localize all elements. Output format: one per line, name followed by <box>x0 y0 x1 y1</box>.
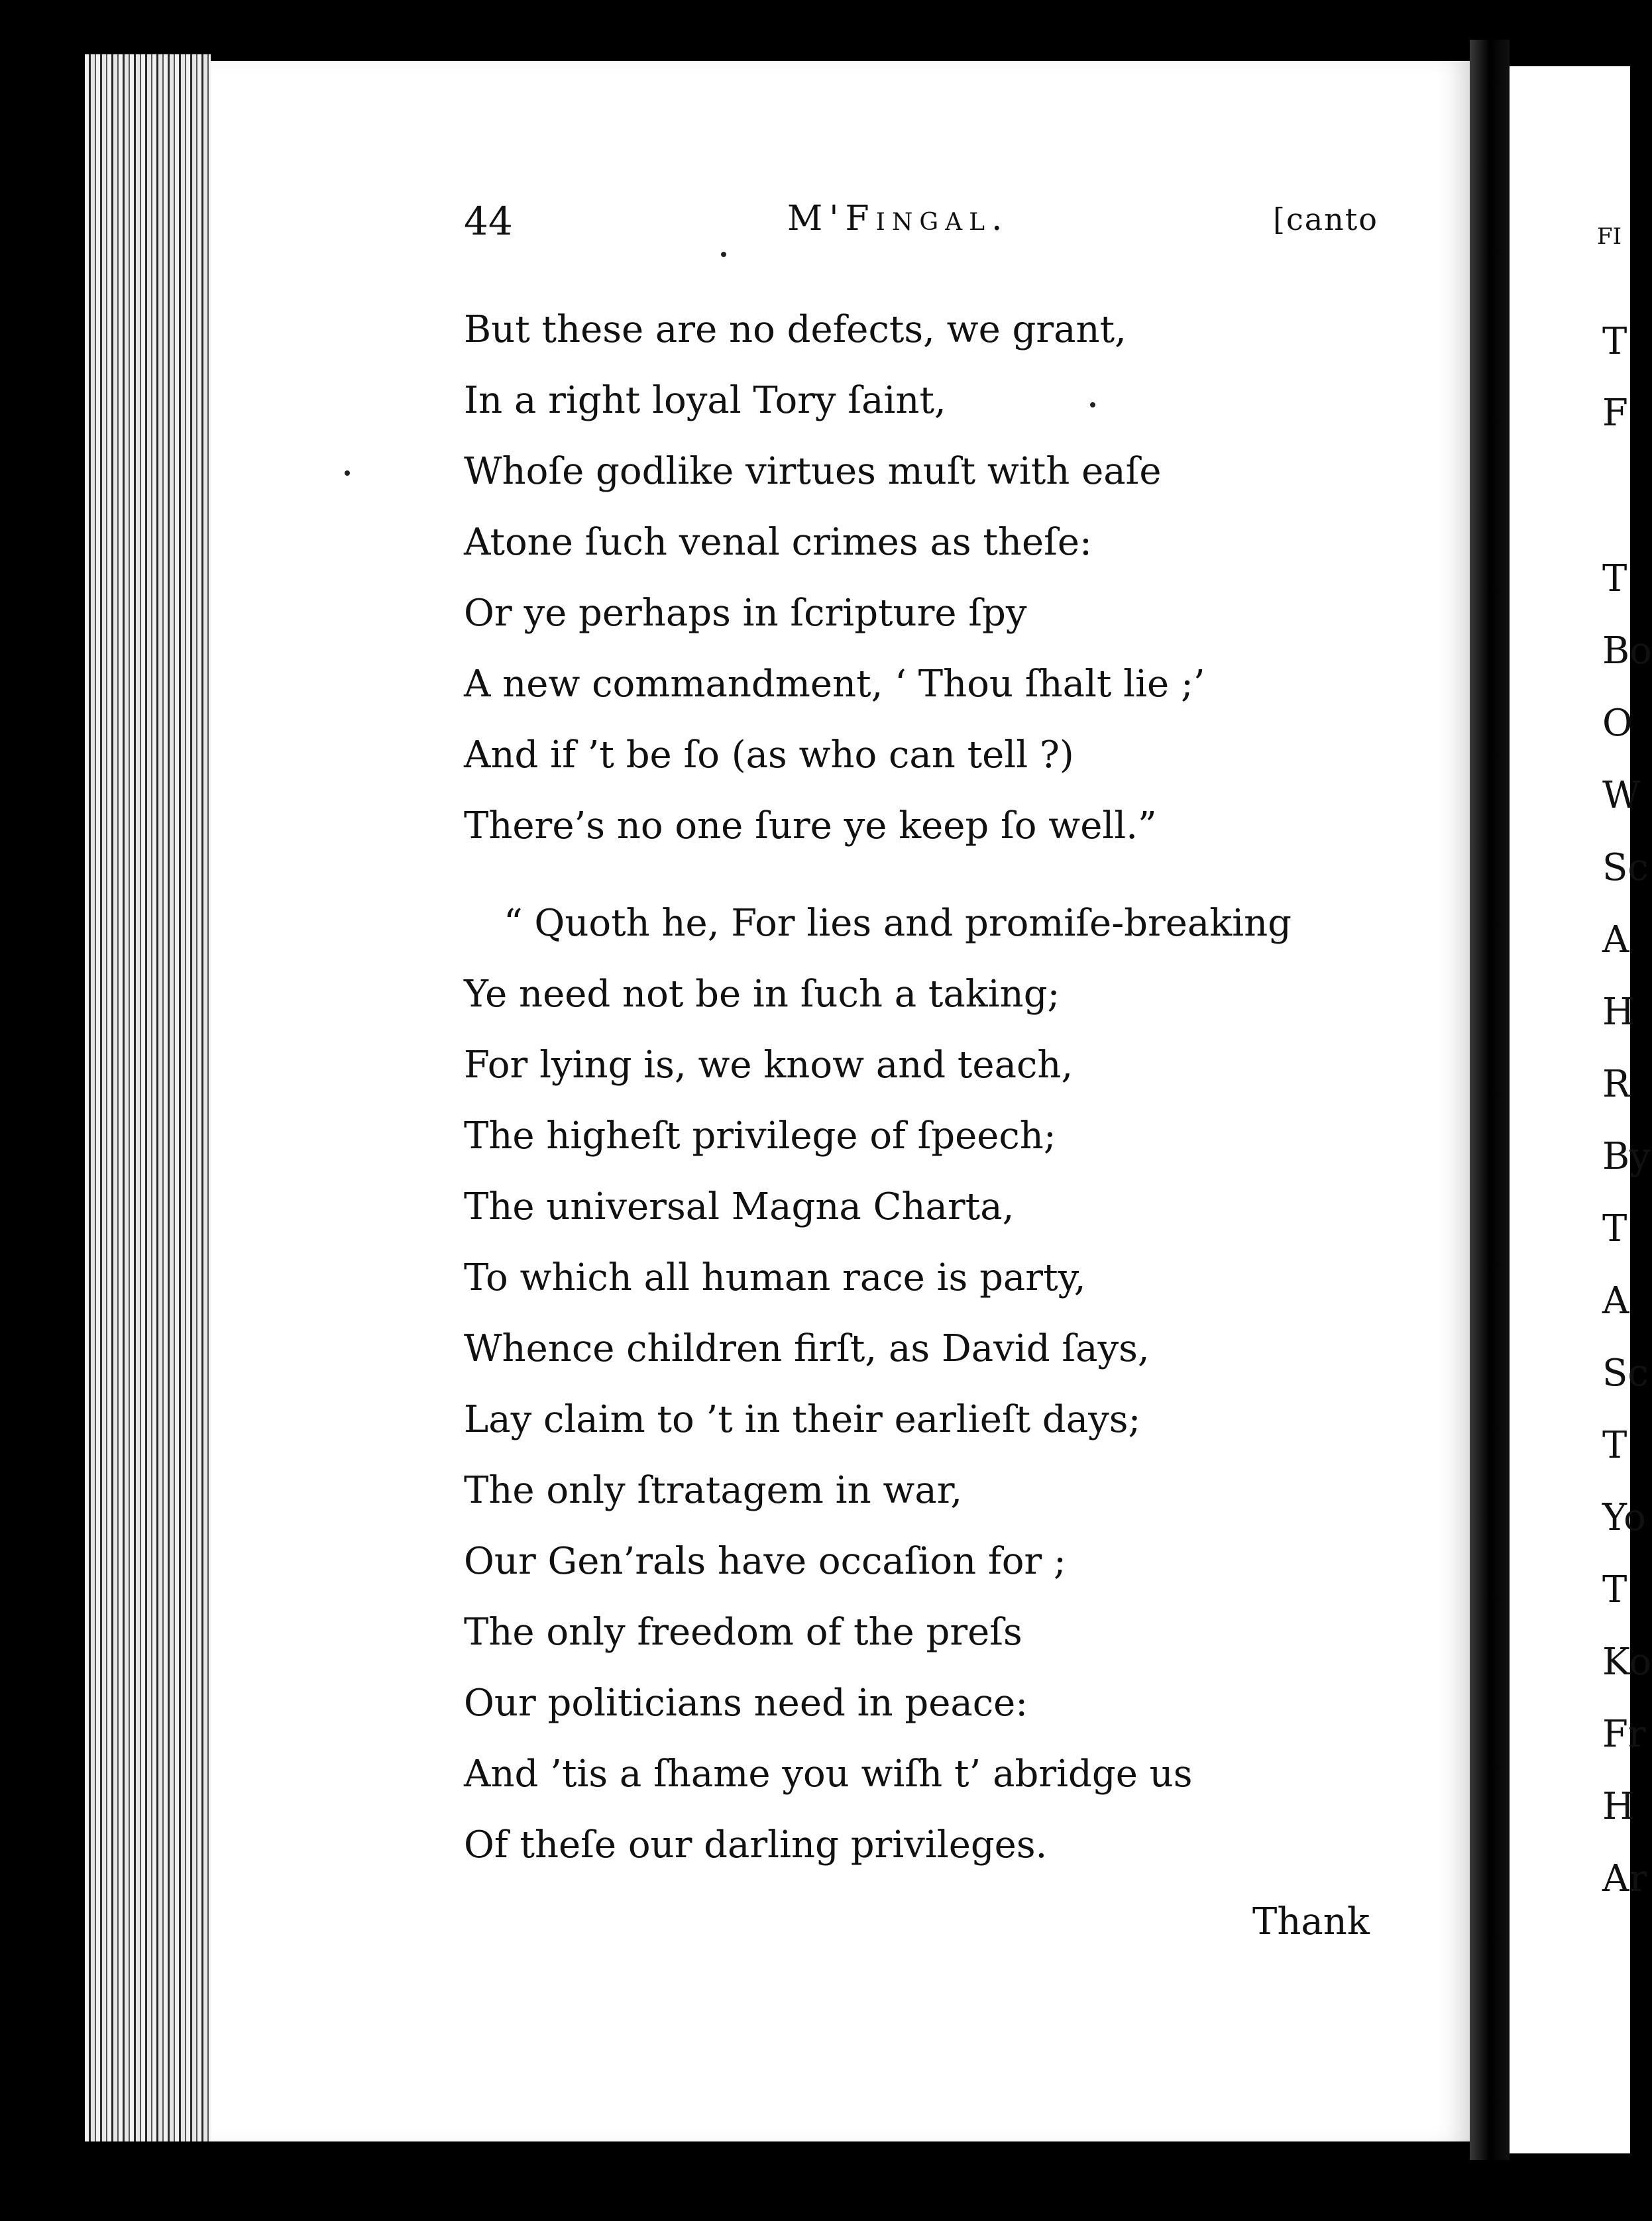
verse-line: A new commandment, ‘ Thou ſhalt lie ;’ <box>464 663 1205 706</box>
verse-line: Atone ſuch venal crimes as theſe: <box>464 521 1092 564</box>
catchword: Thank <box>1252 1900 1370 1943</box>
facing-line-initial: F <box>1602 392 1628 435</box>
facing-line-initial: Sc <box>1602 1352 1649 1395</box>
facing-line-initial: T <box>1602 1207 1627 1250</box>
facing-line-initial: Fr <box>1602 1713 1646 1756</box>
verse-line: The only freedom of the preſs <box>464 1611 1022 1654</box>
verse-line: Lay claim to ’t in their earlieſt days; <box>464 1398 1141 1441</box>
page-number: 44 <box>464 199 513 244</box>
verse-line: For lying is, we know and teach, <box>464 1044 1074 1087</box>
running-head <box>464 199 1378 258</box>
facing-line-initial: A <box>1602 918 1629 961</box>
facing-line-initial: Yo <box>1602 1496 1646 1539</box>
verse-line: To which all human race is party, <box>464 1256 1086 1299</box>
facing-line-initial: Ko <box>1602 1641 1652 1684</box>
facing-line-initial: By <box>1602 1135 1651 1178</box>
facing-line-initial: Sc <box>1602 846 1649 889</box>
verse-line: Whoſe godlike virtues muſt with eaſe <box>464 450 1162 493</box>
verse-line: But these are no defects, we grant, <box>464 308 1127 351</box>
verse-line: There’s no one ſure ye keep ſo well.” <box>464 804 1157 847</box>
facing-line-initial: W <box>1602 774 1641 817</box>
verse-line: “ Quoth he, For lies and promiſe-breaking <box>504 902 1292 945</box>
facing-line-initial: O <box>1602 702 1633 745</box>
ink-speck <box>721 252 726 257</box>
verse-line: The higheſt privilege of ſpeech; <box>464 1114 1056 1158</box>
facing-line-initial: T <box>1602 557 1627 600</box>
page-edge-stack <box>85 54 211 2141</box>
canto-label: [canto <box>1273 201 1378 237</box>
facing-line-initial: R <box>1602 1063 1631 1106</box>
verse-line: Of theſe our darling privileges. <box>464 1823 1048 1867</box>
facing-line-initial: Ar <box>1602 1857 1647 1900</box>
verse-line: Our Gen’rals have occaſion for ; <box>464 1540 1066 1583</box>
verse-line: In a right loyal Tory ſaint, <box>464 379 946 422</box>
facing-line-initial: A <box>1602 1279 1629 1323</box>
facing-line-initial: T <box>1602 1568 1627 1611</box>
ink-speck <box>1090 402 1095 407</box>
facing-line-initial: H <box>1602 1785 1635 1828</box>
ink-speck <box>345 470 350 476</box>
verse-line: The universal Magna Charta, <box>464 1185 1015 1228</box>
verse-line: Or ye perhaps in ſcripture ſpy <box>464 592 1027 635</box>
facing-line-initial: Bo <box>1602 629 1652 673</box>
facing-line-initial: H <box>1602 991 1635 1034</box>
verse-line: And ’tis a ſhame you wiſh t’ abridge us <box>464 1753 1193 1796</box>
running-title: M'Fingal. <box>787 199 1009 239</box>
book-gutter <box>1470 40 1510 2160</box>
verse-line: Our politicians need in peace: <box>464 1682 1028 1725</box>
facing-page <box>1510 66 1652 2153</box>
verse-line: The only ſtratagem in war, <box>464 1469 963 1512</box>
facing-line-initial: T <box>1602 320 1627 363</box>
verse-line: Whence children firſt, as David ſays, <box>464 1327 1150 1370</box>
verse-line: Ye need not be in ſuch a taking; <box>464 973 1060 1016</box>
verse-line: And if ’t be ſo (as who can tell ?) <box>464 733 1074 777</box>
facing-header-fragment: FI <box>1597 223 1622 250</box>
facing-line-initial: T <box>1602 1424 1627 1467</box>
